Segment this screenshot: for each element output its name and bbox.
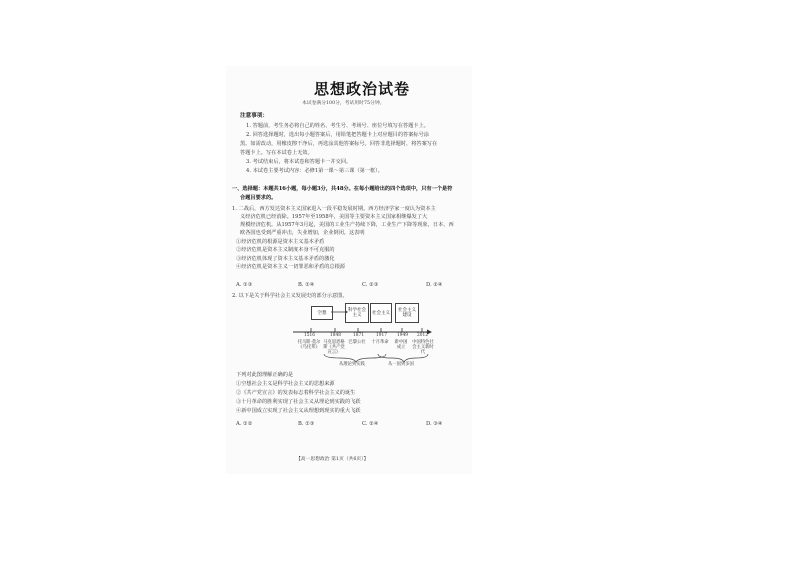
question-1-line: 欧各国也受到严重冲击，失业增加，企业倒闭。这表明 bbox=[240, 230, 365, 236]
question-2-stem: 2. 以下是关于科学社会主义发展史的部分示意图。 bbox=[232, 293, 348, 299]
timeline-box: 科学社会主义 bbox=[345, 303, 369, 323]
question-1-line: 义经济危机已经消除。1957年至1958年，美国等主要资本主义国家相继爆发了大 bbox=[240, 214, 428, 220]
notice-heading: 注意事项： bbox=[240, 113, 268, 119]
timeline-event: 新中国成立 bbox=[394, 340, 408, 350]
timeline-event: 马克思恩格斯《共产党宣言》 bbox=[323, 340, 345, 355]
timeline-box: 社会主义建设 bbox=[395, 303, 419, 323]
q1-option-b: B. ①④ bbox=[298, 282, 315, 288]
q1-option-a: A. ①③ bbox=[236, 282, 253, 288]
timeline-brace-label: 从一国到多国 bbox=[388, 362, 414, 367]
q1-option-c: C. ②③ bbox=[362, 282, 379, 288]
timeline-year: 1871 bbox=[353, 333, 364, 338]
question-2-item: ②《共产党宣言》的发表标志着科学社会主义的诞生 bbox=[236, 390, 356, 396]
notice-line: 黑。如需改动，用橡皮擦干净后，再选涂其他答案标号。回答非选择题时，将答案写在 bbox=[240, 141, 438, 147]
notice-line: 4. 本试卷主要考试内容：必修1第一课～第三课（第一框）。 bbox=[246, 168, 383, 174]
notice-line: 3. 考试结束后，将本试卷和答题卡一并交回。 bbox=[246, 159, 352, 165]
question-1-item: ②经济危机是资本主义制度本身不可克服的 bbox=[236, 247, 335, 253]
question-1-line: 规模经济危机。从1957年3月起，美国的工业生产持续下降，工业生产下降等现象，日本、西 bbox=[240, 222, 454, 228]
timeline-event: 托马斯·莫尔《乌托邦》 bbox=[297, 340, 321, 350]
q2-option-a: A. ①② bbox=[236, 421, 253, 427]
q2-option-c: C. ②④ bbox=[362, 421, 379, 427]
timeline-box: 社会主义 bbox=[370, 303, 392, 323]
timeline-year: 1516 bbox=[304, 333, 315, 338]
notice-line: 答题卡上。写在本试卷上无效。 bbox=[240, 150, 313, 156]
timeline-year: 1848 bbox=[330, 333, 341, 338]
section-heading-cont: 合题目要求的。 bbox=[240, 195, 277, 201]
notice-line: 1. 答题前，考生务必将自己的姓名、考生号、考场号、座位号填写在答题卡上。 bbox=[246, 123, 429, 129]
timeline-event: 巴黎公社 bbox=[348, 340, 366, 345]
timeline-year: 2012 bbox=[417, 333, 428, 338]
timeline-event: 十月革命 bbox=[371, 340, 389, 345]
page-title: 思想政治试卷 bbox=[314, 80, 411, 98]
page-footer: 【高一思想政治 第1页（共6页）】 bbox=[296, 457, 369, 462]
question-2-item: ①空想社会主义是科学社会主义的思想来源 bbox=[236, 381, 335, 387]
timeline-brace-label: 从理论到实践 bbox=[339, 362, 365, 367]
section-heading: 一、选择题：本题共16小题，每小题3分，共48分。在每小题给出的四个选项中，只有一个是符 bbox=[232, 186, 453, 192]
timeline-year: 1949 bbox=[397, 333, 408, 338]
q2-option-d: D. ③④ bbox=[426, 421, 443, 427]
q2-option-b: B. ①③ bbox=[298, 421, 315, 427]
q1-option-d: D. ②④ bbox=[426, 282, 443, 288]
notice-line: 2. 回答选择题时，选出每小题答案后，用铅笔把答题卡上对应题目的答案标号涂 bbox=[246, 132, 429, 138]
question-2-prompt: 下列对此图理解正确的是 bbox=[236, 372, 294, 378]
question-1-line: 1. 二战后，西方发达资本主义国家进入一段平稳发展时期。西方经济学家一度认为资本主 bbox=[232, 206, 436, 212]
question-1-item: ③经济危机体现了资本主义基本矛盾的激化 bbox=[236, 256, 335, 262]
question-2-item: ④新中国成立实现了社会主义从理想到现实的重大飞跃 bbox=[236, 408, 361, 414]
exam-info: 本试卷满分100分，考试用时75分钟。 bbox=[302, 101, 385, 106]
timeline-event: 中国特色社会主义新时代 bbox=[412, 340, 434, 355]
question-1-item: ①经济危机的根源是资本主义基本矛盾 bbox=[236, 239, 325, 245]
question-1-item: ④经济危机是资本主义一切罪恶和矛盾的总根源 bbox=[236, 264, 345, 270]
timeline-box: 空想 bbox=[311, 306, 333, 320]
question-2-item: ③十月革命的胜利实现了社会主义从理论到实践的飞跃 bbox=[236, 399, 361, 405]
timeline-year: 1917 bbox=[376, 333, 387, 338]
